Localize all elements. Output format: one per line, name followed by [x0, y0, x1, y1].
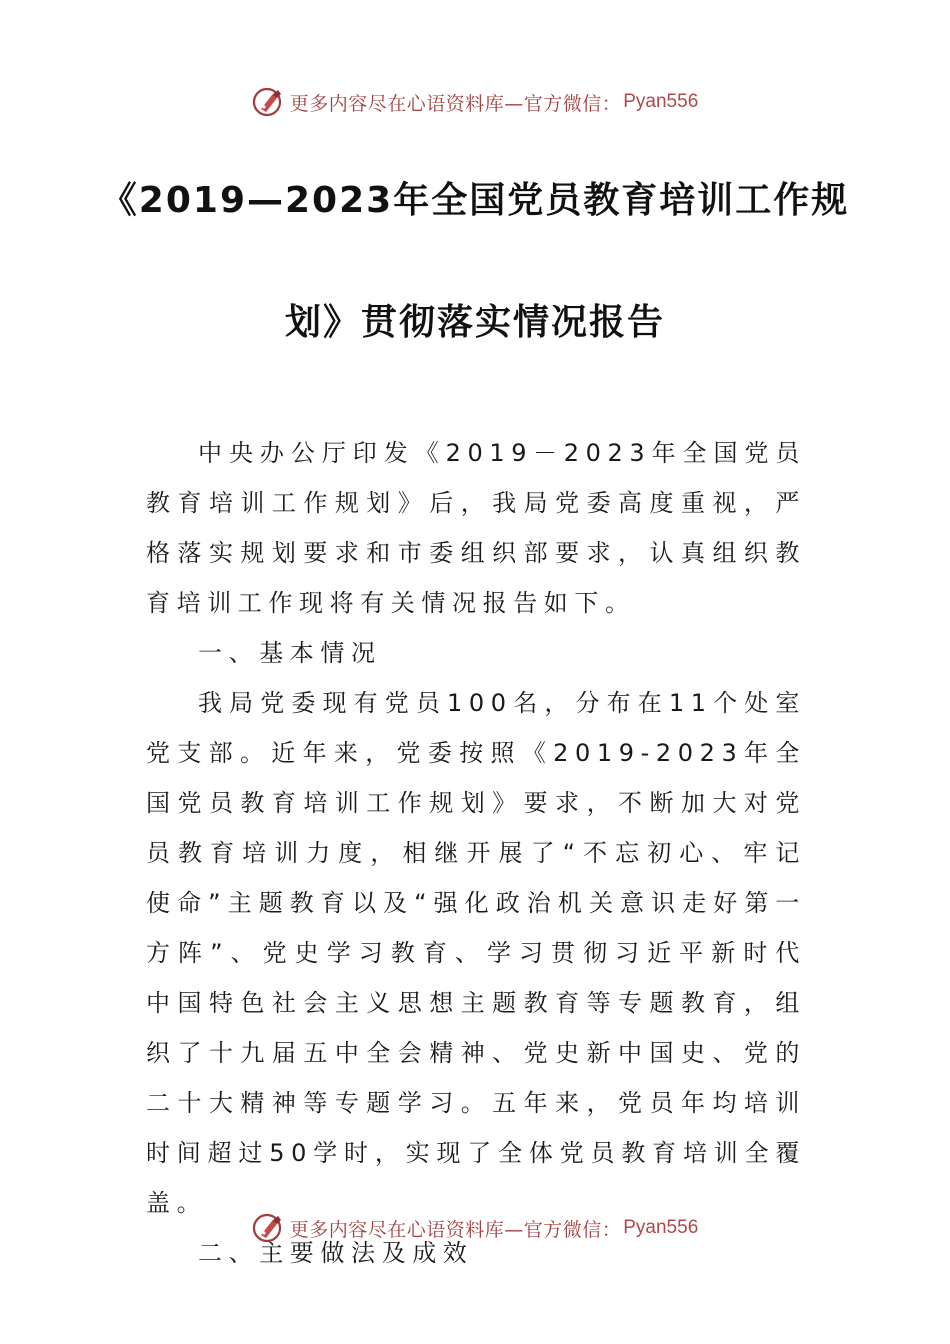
document-title-line-2: 划》贯彻落实情况报告: [284, 302, 665, 343]
section-1-heading: 一、基本情况: [198, 639, 382, 667]
pen-nib-logo-icon: [252, 1211, 286, 1245]
pen-nib-logo-icon: [252, 85, 286, 119]
document-body: [146, 428, 806, 1278]
watermark-wechat-id: Pyan556: [623, 1217, 699, 1238]
watermark-text: 更多内容尽在心语资料库—官方微信：: [289, 92, 622, 115]
section-1-paragraph: 我局党委现有党员100名，分布在11个处室党支部。近年来，党委按照《2019-2023年全国党员教育培训工作规划》要求，不断加大对党员教育培训力度，相继开展了“不忘初心、牢记使命”主题教育以及“强化政治机关意识走好第一方阵”、党史学习教育、学习贯彻习近平新时代中国特色社会主义思想主题教育等专题教育，组织了十九届五中全会精神、党史新中国史、党的二十大精神等专题学习。五年来，党员年均培训时间超过50学时，实现了全体党员教育培训全覆盖。: [146, 689, 806, 1217]
watermark-banner-top: [0, 82, 950, 122]
section-2-heading: 二、主要做法及成效: [198, 1239, 474, 1267]
watermark-text: 更多内容尽在心语资料库—官方微信：: [289, 1218, 622, 1241]
document-title-line-1: 《2019—2023年全国党员教育培训工作规: [100, 180, 850, 221]
intro-paragraph: 中央办公厅印发《2019－2023年全国党员教育培训工作规划》后，我局党委高度重视，严格落实规划要求和市委组织部要求，认真组织教育培训工作现将有关情况报告如下。: [146, 439, 806, 617]
watermark-wechat-id: Pyan556: [623, 91, 699, 112]
watermark-banner-bottom: [0, 1208, 950, 1248]
